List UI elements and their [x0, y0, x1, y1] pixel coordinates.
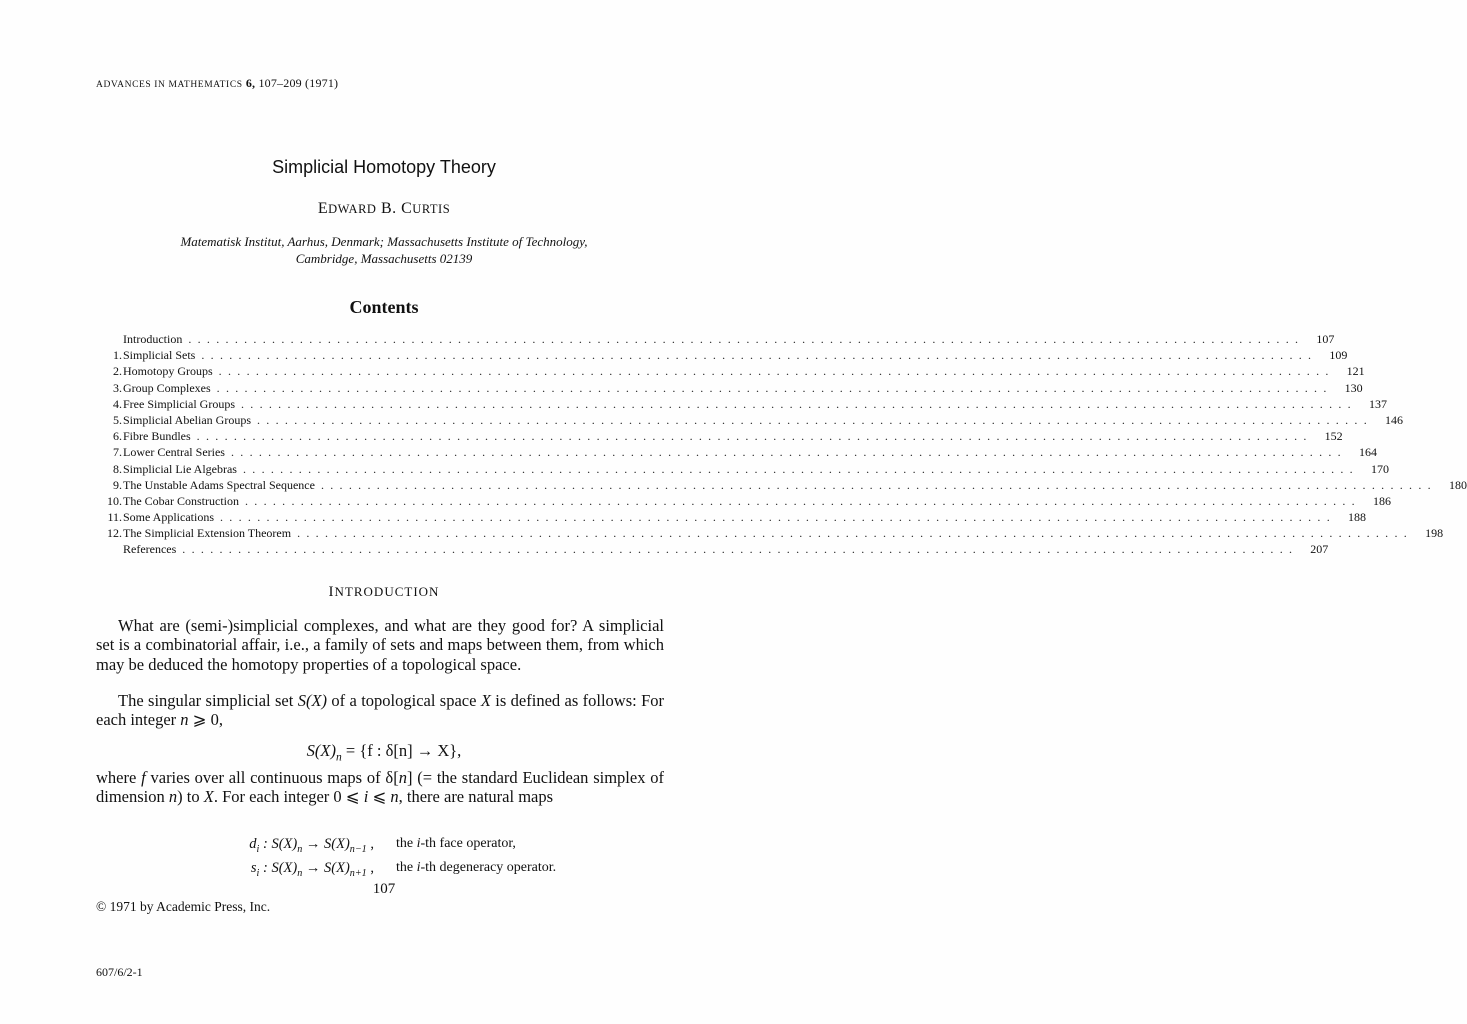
table-of-contents: [100, 331, 1467, 558]
text-run: ] (= the standard Euclidean simplex of dimension: [96, 768, 665, 807]
op-domain-sub: n: [297, 867, 303, 879]
toc-page-number: 170: [1370, 461, 1389, 476]
toc-title: The Simplicial Extension Theorem: [123, 526, 292, 541]
toc-entry: [100, 363, 1365, 379]
text-run: ) to: [177, 787, 204, 807]
math-f: f: [141, 768, 146, 787]
math-n: n: [180, 710, 189, 730]
paragraph-singular-set: [96, 691, 664, 730]
paragraph-natural-maps: [96, 768, 664, 807]
toc-number: 1.: [113, 348, 122, 363]
equation-singular-set: [0, 741, 768, 763]
toc-entry: [100, 380, 1363, 396]
op-domain: : S(X): [259, 836, 298, 852]
math-i: i: [416, 860, 421, 875]
toc-entry: [100, 444, 1377, 460]
toc-leader-dots: ........................................................................................................................: [240, 396, 1357, 411]
op-codomain: → S(X): [302, 836, 350, 852]
text-run: where: [96, 768, 142, 787]
toc-number: 8.: [113, 461, 122, 476]
text-run: -th face operator,: [420, 836, 516, 851]
text-run: . For each integer 0 ⩽: [213, 787, 364, 807]
op-sub: i: [256, 867, 260, 879]
toc-page-number: 121: [1346, 364, 1365, 379]
toc-title: Some Applications: [123, 510, 214, 525]
toc-title: Introduction: [123, 332, 183, 346]
text-run: ⩾ 0,: [188, 710, 223, 730]
toc-page-number: 188: [1348, 510, 1366, 525]
section-initial: I: [328, 584, 335, 600]
math-x: X: [203, 787, 214, 807]
text-run: of a topological space: [327, 691, 481, 710]
toc-entry: [100, 428, 1343, 444]
affiliation: [0, 233, 768, 267]
op-codomain-sub: n+1: [349, 867, 367, 879]
math-sx: S(X): [297, 691, 328, 710]
toc-leader-dots: ........................................................................................................................: [196, 429, 1313, 444]
text-run: the: [396, 860, 417, 875]
text-run: varies over all continuous maps of δ[: [145, 768, 399, 787]
toc-title: Simplicial Abelian Groups: [123, 412, 251, 427]
contents-heading: Contents: [349, 297, 419, 317]
paragraph-intro: What are (semi-)simplicial complexes, and what are they good for? A simplicial set is a combinatorial affair, i.e., a family of sets and maps between them, from which may be deduced the homotopy properties of a topological space.: [96, 616, 664, 674]
operator-maps: [176, 832, 556, 880]
author-last-initial: C: [401, 200, 413, 217]
toc-entry: [100, 412, 1403, 428]
toc-page-number: 207: [1310, 542, 1329, 557]
journal-pages-year: 107–209 (1971): [258, 76, 339, 90]
author-first-rest: DWARD: [328, 202, 377, 216]
journal-volume: 6,: [245, 76, 256, 90]
math-i: i: [416, 836, 421, 851]
toc-leader-dots: ........................................................................................................................: [230, 445, 1347, 460]
toc-page-number: 109: [1329, 348, 1348, 363]
text-run: ⩽: [368, 787, 391, 807]
author-first-initial: E: [317, 200, 329, 217]
toc-entry: [100, 509, 1366, 525]
toc-leader-dots: ........................................................................................................................: [216, 380, 1333, 395]
toc-number: 12.: [107, 526, 122, 541]
toc-page-number: 198: [1425, 526, 1444, 541]
toc-number: 11.: [107, 510, 122, 525]
toc-page-number: 107: [1316, 332, 1335, 346]
op-symbol: d: [249, 836, 257, 852]
toc-leader-dots: ........................................................................................................................: [220, 510, 1336, 525]
equation-sub: n: [336, 751, 342, 764]
toc-leader-dots: ........................................................................................................................: [244, 493, 1361, 508]
op-domain: : S(X): [259, 860, 298, 876]
math-n: n: [398, 768, 407, 787]
text-run: -th degeneracy operator.: [420, 860, 557, 875]
journal-header: [96, 76, 338, 91]
toc-number: 6.: [113, 429, 122, 444]
toc-number: 5.: [113, 412, 122, 427]
section-heading: [0, 584, 768, 601]
op-comma: ,: [366, 836, 374, 852]
math-i: i: [363, 787, 369, 807]
math-n: n: [168, 787, 178, 807]
toc-title: Group Complexes: [123, 380, 211, 395]
map-formula: [176, 832, 374, 856]
toc-entry: [100, 493, 1391, 509]
toc-entry: [100, 331, 1335, 347]
toc-entry: [100, 396, 1387, 412]
toc-page-number: 146: [1385, 412, 1403, 427]
toc-title: Fibre Bundles: [123, 429, 191, 444]
toc-page-number: 130: [1344, 380, 1363, 395]
author-middle: B.: [380, 200, 397, 217]
toc-page-number: 137: [1368, 396, 1387, 411]
math-n: n: [390, 787, 399, 807]
op-sub: i: [256, 843, 260, 855]
map-description: [374, 832, 516, 856]
toc-entry: [100, 477, 1467, 493]
toc-number: 2.: [113, 364, 122, 379]
author-last-rest: URTIS: [412, 202, 451, 216]
toc-leader-dots: ........................................................................................................................: [182, 542, 1299, 557]
math-x: X: [480, 691, 491, 710]
op-domain-sub: n: [297, 843, 303, 855]
op-codomain: → S(X): [302, 860, 350, 876]
toc-title: The Cobar Construction: [123, 493, 239, 508]
toc-number: 7.: [113, 445, 122, 460]
copyright-notice: © 1971 by Academic Press, Inc.: [96, 899, 271, 914]
toc-page-number: 186: [1372, 493, 1391, 508]
map-row-face: [176, 832, 556, 856]
toc-leader-dots: ........................................................................................................................: [188, 332, 1305, 346]
toc-title: Simplicial Lie Algebras: [123, 461, 237, 476]
toc-leader-dots: ........................................................................................................................: [242, 461, 1359, 476]
toc-title: Homotopy Groups: [123, 364, 213, 379]
toc-number: 4.: [113, 396, 122, 411]
toc-title: The Unstable Adams Spectral Sequence: [123, 477, 315, 492]
toc-page-number: 180: [1448, 477, 1467, 492]
text-run: , there are natural maps: [398, 787, 554, 807]
text-run: the: [396, 836, 417, 851]
toc-title: Simplicial Sets: [123, 348, 196, 363]
author-name: [0, 200, 768, 218]
text-run: The singular simplicial set: [118, 691, 298, 710]
toc-page-number: 152: [1324, 429, 1343, 444]
toc-entry: [100, 461, 1389, 477]
toc-entry: [100, 347, 1348, 363]
section-rest: NTRODUCTION: [334, 584, 440, 599]
map-description: [374, 856, 556, 880]
affiliation-line-2: Cambridge, Massachusetts 02139: [295, 251, 473, 266]
toc-number: 3.: [113, 380, 122, 395]
map-formula: [176, 856, 374, 880]
toc-entry: [100, 541, 1329, 557]
op-comma: ,: [366, 860, 374, 876]
toc-title: References: [123, 542, 177, 557]
affiliation-line-1: Matematisk Institut, Aarhus, Denmark; Massachusetts Institute of Technology,: [180, 234, 588, 249]
toc-leader-dots: ........................................................................................................................: [218, 364, 1335, 379]
op-codomain-sub: n−1: [349, 843, 367, 855]
page-number: 107: [372, 881, 396, 897]
footer-code: 607/6/2-1: [96, 965, 143, 979]
toc-number: 10.: [107, 493, 122, 508]
equation-rhs: = {f : δ[n] → X},: [341, 741, 462, 760]
toc-page-number: 164: [1358, 445, 1377, 460]
equation-lhs: S(X): [306, 741, 336, 760]
toc-leader-dots: ........................................................................................................................: [257, 412, 1373, 427]
toc-number: 9.: [113, 477, 122, 492]
journal-name: ADVANCES IN MATHEMATICS: [96, 80, 243, 90]
toc-leader-dots: ........................................................................................................................: [201, 348, 1318, 363]
toc-title: Lower Central Series: [123, 445, 225, 460]
toc-leader-dots: ........................................................................................................................: [297, 526, 1414, 541]
paper-title: Simplicial Homotopy Theory: [272, 157, 496, 177]
text-run: is defined as follows: For each integer: [96, 691, 665, 730]
toc-title: Free Simplicial Groups: [123, 396, 235, 411]
map-row-degeneracy: [176, 856, 556, 880]
toc-leader-dots: ........................................................................................................................: [320, 477, 1437, 492]
toc-entry: [100, 525, 1444, 541]
op-symbol: s: [250, 860, 257, 876]
